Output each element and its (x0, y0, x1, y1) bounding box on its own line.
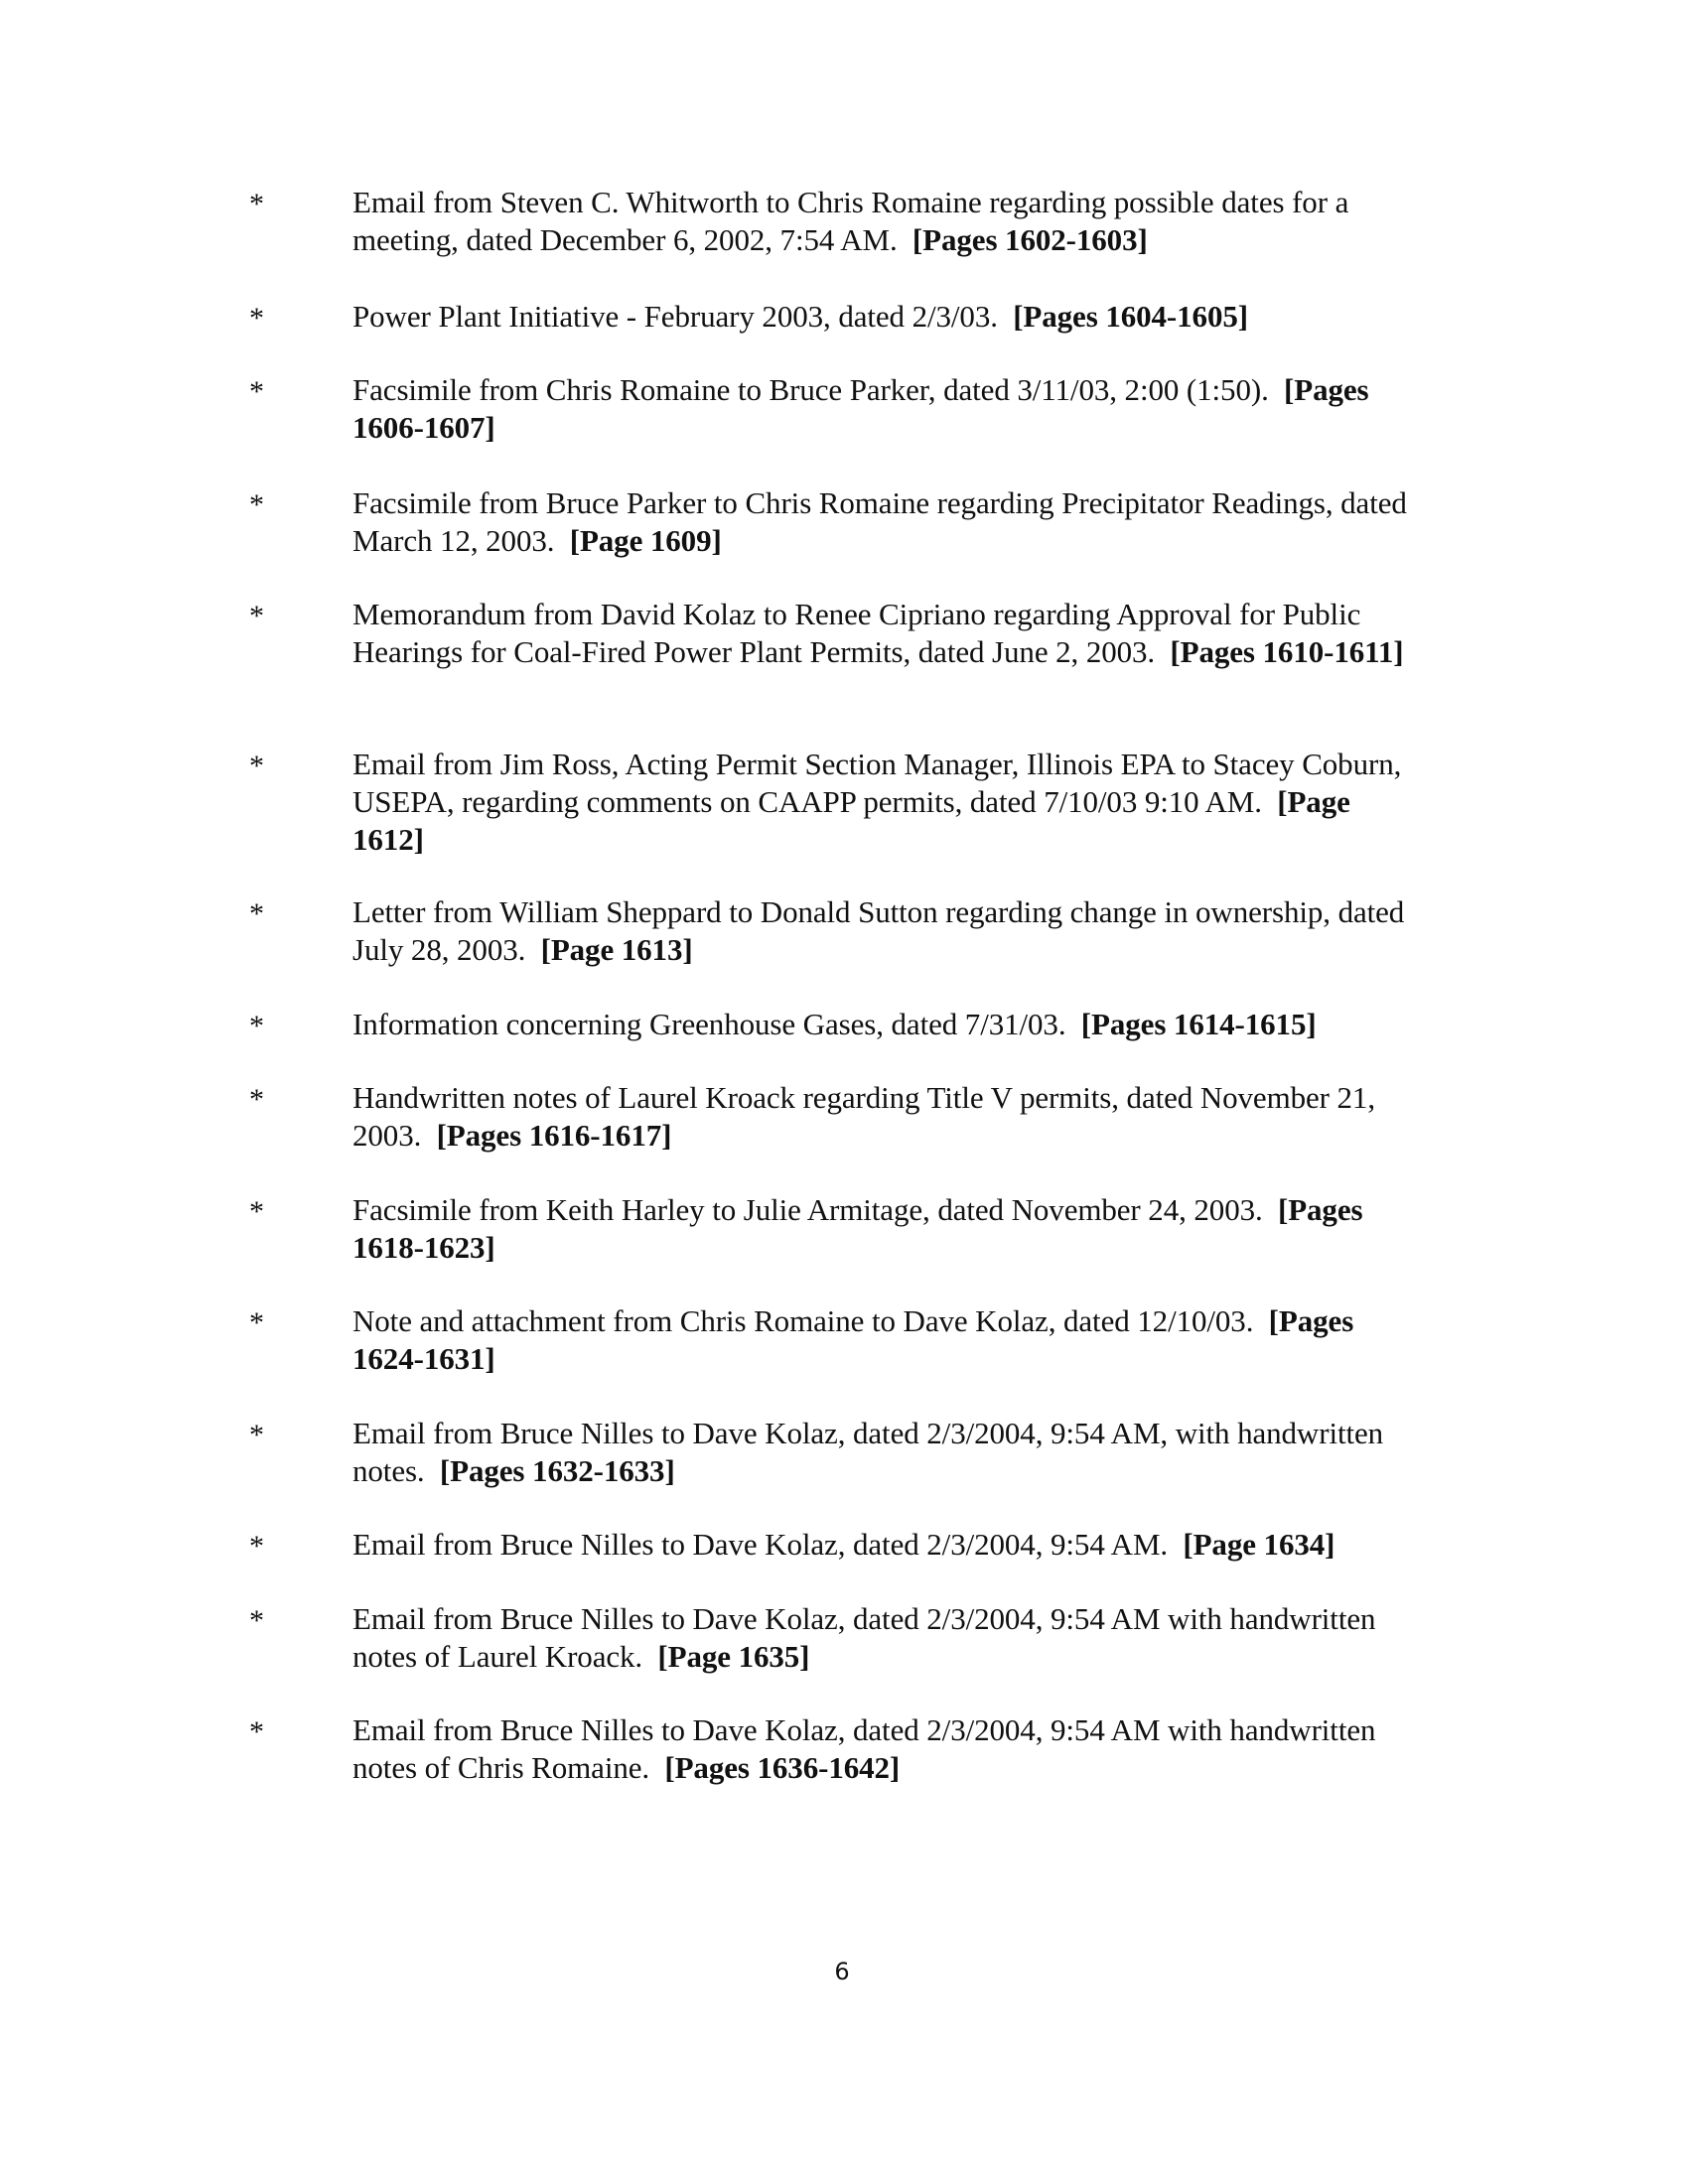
entry-description (352, 484, 1425, 560)
entry-description (352, 1526, 1425, 1564)
bullet-asterisk: * (249, 1083, 264, 1116)
page-number: 6 (834, 1958, 850, 1985)
page-reference: [Pages 1636-1642] (664, 1750, 901, 1785)
entry-description (352, 298, 1425, 336)
page-reference: [Page 1612] (352, 784, 1350, 857)
entry-description (352, 1600, 1425, 1676)
entry-description-text: Note and attachment from Chris Romaine to Dave Kolaz, dated 12/10/03. (352, 1303, 1254, 1338)
page-reference: [Pages 1606-1607] (352, 372, 1369, 445)
page-reference: [Pages 1618-1623] (352, 1192, 1363, 1265)
page-reference: [Pages 1610-1611] (1170, 634, 1404, 669)
page-reference: [Page 1613] (540, 932, 693, 967)
entry-description-text: Facsimile from Chris Romaine to Bruce Parker, dated 3/11/03, 2:00 (1:50). (352, 372, 1269, 407)
entry-description-text: Memorandum from David Kolaz to Renee Cipriano regarding Approval for Public Hearings for Coal-Fired Power Plant Permits, dated June 2, 2003. (352, 597, 1361, 669)
page-reference: [Pages 1632-1633] (439, 1453, 675, 1488)
entry-description (352, 1415, 1425, 1490)
entry-description-text: Facsimile from Bruce Parker to Chris Romaine regarding Precipitator Readings, dated March 12, 2003. (352, 485, 1407, 558)
bullet-asterisk: * (249, 1530, 264, 1563)
entry-description-text: Information concerning Greenhouse Gases, dated 7/31/03. (352, 1007, 1066, 1041)
bullet-asterisk: * (249, 488, 264, 521)
bullet-asterisk: * (249, 1010, 264, 1042)
entry-description (352, 371, 1425, 447)
bullet-asterisk: * (249, 1419, 264, 1451)
entry-description-text: Email from Bruce Nilles to Dave Kolaz, dated 2/3/2004, 9:54 AM with handwritten notes of Laurel Kroack. (352, 1601, 1376, 1674)
bullet-asterisk: * (249, 375, 264, 408)
bullet-asterisk: * (249, 1715, 264, 1748)
entry-description-text: Email from Jim Ross, Acting Permit Section Manager, Illinois EPA to Stacey Coburn, USEPA, regarding comments on CAAPP permits, dated 7/10/03 9:10 AM. (352, 747, 1402, 819)
entry-description (352, 184, 1425, 259)
bullet-asterisk: * (249, 1306, 264, 1339)
page-reference: [Pages 1616-1617] (436, 1118, 672, 1153)
entry-description (352, 1711, 1425, 1787)
entry-description (352, 746, 1425, 859)
page-reference: [Page 1609] (569, 523, 722, 558)
bullet-asterisk: * (249, 1604, 264, 1637)
entry-description-text: Email from Bruce Nilles to Dave Kolaz, dated 2/3/2004, 9:54 AM with handwritten notes of Chris Romaine. (352, 1712, 1376, 1785)
page-reference: [Pages 1602-1603] (912, 222, 1148, 257)
entry-description (352, 893, 1425, 969)
bullet-asterisk: * (249, 1195, 264, 1228)
page-reference: [Page 1634] (1183, 1527, 1335, 1562)
page-reference: [Pages 1604-1605] (1013, 299, 1248, 334)
entry-description-text: Email from Steven C. Whitworth to Chris Romaine regarding possible dates for a meeting, dated December 6, 2002, 7:54 AM. (352, 185, 1349, 257)
entry-description-text: Handwritten notes of Laurel Kroack regarding Title V permits, dated November 21, 2003. (352, 1080, 1375, 1153)
entry-description (352, 1191, 1425, 1267)
entry-description (352, 596, 1425, 671)
page-reference: [Pages 1624-1631] (352, 1303, 1354, 1376)
entry-description (352, 1006, 1425, 1043)
bullet-asterisk: * (249, 188, 264, 220)
bullet-asterisk: * (249, 600, 264, 632)
page-reference: [Page 1635] (657, 1639, 810, 1674)
entry-description-text: Facsimile from Keith Harley to Julie Armitage, dated November 24, 2003. (352, 1192, 1263, 1227)
entry-description-text: Email from Bruce Nilles to Dave Kolaz, dated 2/3/2004, 9:54 AM. (352, 1527, 1169, 1562)
entry-description-text: Email from Bruce Nilles to Dave Kolaz, dated 2/3/2004, 9:54 AM, with handwritten notes. (352, 1416, 1384, 1488)
page-reference: [Pages 1614-1615] (1080, 1007, 1317, 1041)
bullet-asterisk: * (249, 750, 264, 782)
entry-description-text: Power Plant Initiative - February 2003, dated 2/3/03. (352, 299, 998, 334)
entry-description (352, 1079, 1425, 1155)
bullet-asterisk: * (249, 302, 264, 335)
entry-description-text: Letter from William Sheppard to Donald Sutton regarding change in ownership, dated July 28, 2003. (352, 894, 1405, 967)
entry-description (352, 1302, 1425, 1378)
bullet-asterisk: * (249, 897, 264, 930)
